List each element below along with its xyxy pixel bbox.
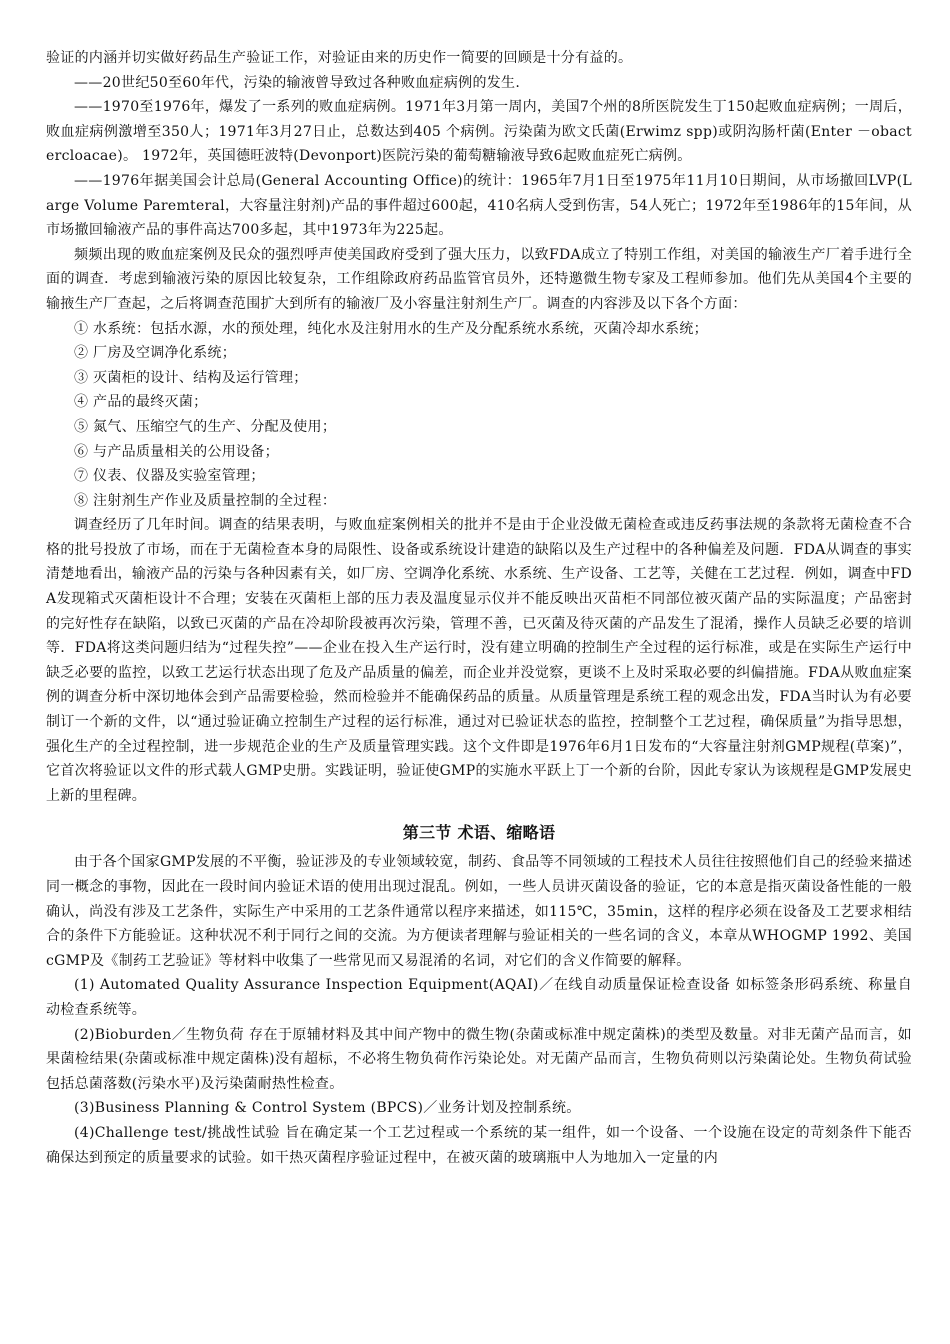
term-entry-bpcs: (3)Business Planning & Control System (BPCS)／业务计划及控制系统。 (74, 1100, 581, 1117)
term-entry-challenge-test: (4)Challenge test/挑战性试验 旨在确定某一个工艺过程或一个系统的某一组件，如一个设备、一个设施在设定的苛刻条件下能否确保达到预定的质量要求的试验。如干热灭菌程序验证过程中，在被灭菌的玻璃瓶中人为地加入一定量的内 (46, 1124, 912, 1166)
list-item: ⑤ 氮气、压缩空气的生产、分配及使用； (74, 418, 337, 435)
intro-paragraph: 验证的内涵并切实做好药品生产验证工作，对验证由来的历史作一简要的回顾是十分有益的。 (46, 50, 633, 66)
history-paragraph-1950s: ——20世纪50至60年代，污染的输液曾导致过各种败血症病例的发生. (74, 74, 521, 91)
investigation-conclusion-paragraph: 调查经历了几年时间。调查的结果表明，与败血症案例相关的批并不是由于企业没做无菌检查或违反药事法规的条款将无菌检查不合格的批号投放了市场，而在于无菌检查本身的局限性、设备或系统设计建造的缺陷以及生产过程中的各种偏差及问题．FDA从调查的事实清楚地看出，输液产品的污染与各种因素有关，如厂房、空调净化系统、水系统、生产设备、工艺等，关健在工艺过程．例如，调查中FDA发现箱式灭菌柜设计不合理；安装在灭菌柜上部的压力表及温度显示仪并不能反映出灭苗柜不同部位被灭菌产品的实际温度；产品密封的完好性存在缺陷，以致已灭菌的产品在冷却阶段被再次污染，管理不善，已灭菌及待灭菌的产品发生了混淆，操作人员缺乏必要的培训等．FDA将这类问题归结为“过程失控”——企业在投入生产运行时，没有建立明确的控制生产全过程的运行标准，或是在实际生产运行中缺乏必要的监控，以致工艺运行状态出现了危及产品质量的偏差，而企业并没觉察，更谈不上及时采取必要的纠偏措施。FDA从败血症案例的调查分析中深切地体会到产品需要检验，然而检验并不能确保药品的质量。从质量管理是系统工程的观念出发，FDA当时认为有必要制订一个新的文件，以“通过验证确立控制生产过程的运行标准，通过对已验证状态的监控，控制整个工艺过程，确保质量”为指导思想，强化生产的全过程控制，进一步规范企业的生产及质量管理实践。这个文件即是1976年6月1日发布的“大容量注射剂GMP规程(草案)”，它首次将验证以文件的形式载人GMP史册。实践证明，验证使GMP的实施水平跃上丁一个新的台阶，因此专家认为该规程是GMP发展史上新的里程碑。 (46, 517, 912, 804)
fda-investigation-paragraph: 频频出现的败血症案例及民众的强烈呼声使美国政府受到了强大压力，以致FDA成立了特别工作组，对美国的输液生产厂着手进行全面的调查．考虑到输液污染的原因比较复杂，工作组除政府药品监管官员外，还特邀微生物专家及工程师参加。他们先从美国4个主要的输掖生产厂查起，之后将调查范围扩大到所有的输液厂及小容量注射剂生产厂。调查的内容涉及以下各个方面： (46, 246, 912, 312)
list-item: ⑦ 仪表、仪器及实验室管理； (74, 468, 265, 485)
list-item: ⑥ 与产品质量相关的公用设备； (74, 443, 279, 460)
term-entry-bioburden: (2)Bioburden／生物负荷 存在于原辅材料及其中间产物中的微生物(杂菌或标准中规定菌株)的类型及数量。对非无菌产品而言，如果菌检结果(杂菌或标准中规定菌株)没有超标，不必将生物负荷作污染论处。对无菌产品而言，生物负荷则以污染菌论处。生物负荷试验包括总菌落数(污染水平)及污染菌耐热性检查。 (46, 1026, 912, 1092)
term-entry-aqai: (1) Automated Quality Assurance Inspection Equipment(AQAI)／在线自动质量保证检查设备 如标签条形码系统、称量自动检查系统等。 (46, 977, 912, 1018)
list-item: ① 水系统：包括水源，水的预处理，纯化水及注射用水的生产及分配系统水系统，灭菌冷却水系统； (74, 320, 708, 337)
history-paragraph-1976-statistics: ——1976年据美国会计总局(General Accounting Office)的统计：1965年7月1日至1975年11月10日期间，从市场撤回LVP(Large Volume Paremteral，大容量注射剂)产品的事件超过600起，410名病人受到伤害，54人死亡；1972年至1986年的15年间，从市场撤回输液产品的事件高达700多起，其中1973年为225起。 (46, 172, 912, 239)
list-item: ② 厂房及空调净化系统； (74, 345, 237, 362)
history-paragraph-1970s: ——1970至1976年，爆发了一系列的败血症病例。1971年3月第一周内，美国7个州的8所医院发生丁150起败血症病例；一周后，败血症病例激增至350人；1971年3月27日止，总数达到405 个病例。污染菌为欧文氏菌(Erwimz spp)或阴沟肠杆菌(Enter －obactercloacae)。 1972年，英国德旺波特(Devonport)医院污染的葡萄糖输液导致6起败血症死亡病例。 (46, 99, 912, 165)
survey-items-list (46, 317, 912, 514)
document-page (46, 46, 912, 1170)
section-intro-paragraph: 由于各个国家GMP发展的不平衡，验证涉及的专业领域较宽，制药、食品等不同领域的工程技术人员往往按照他们自己的经验来描述同一概念的事物，因此在一段时间内验证术语的使用出现过混乱。例如，一些人员讲灭菌设备的验证，它的本意是指灭菌设备性能的一般确认，尚没有涉及工艺条件，实际生产中采用的工艺条件通常以程序来描述，如115℃，35min，这样的程序必须在设备及工艺要求相结合的条件下方能验证。这种状况不利于同行之间的交流。为方便读者理解与验证相关的一些名词的含义，本章从WHOGMP 1992、美国cGMP及《制药工艺验证》等材料中收集了一些常见而又易混淆的名词，对它们的含义作简要的解释。 (46, 854, 912, 969)
list-item: ④ 产品的最终灭菌； (74, 394, 208, 411)
list-item: ⑧ 注射剂生产作业及质量控制的全过程： (74, 492, 337, 509)
list-item: ③ 灭菌柜的设计、结构及运行管理； (74, 369, 308, 386)
section-title: 第三节 术语、缩略语 (402, 823, 556, 843)
